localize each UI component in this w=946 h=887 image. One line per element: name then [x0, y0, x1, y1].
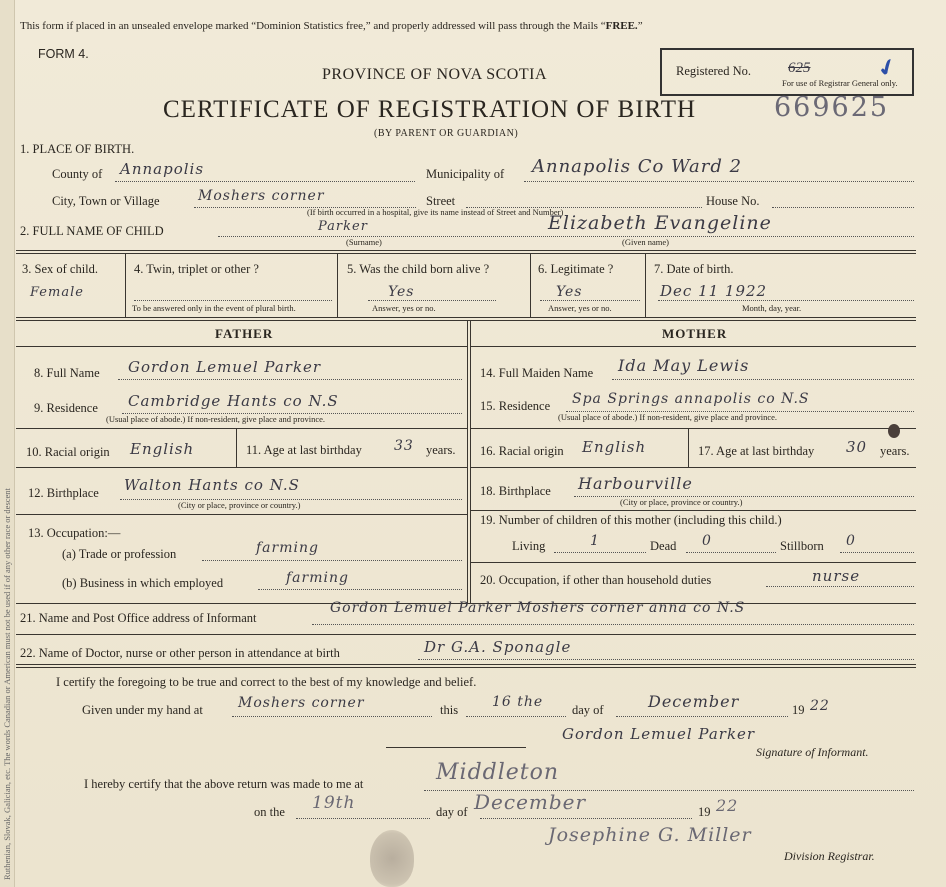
- child-name-line: [218, 236, 914, 237]
- child-name-label: 2. FULL NAME OF CHILD: [20, 224, 164, 238]
- doctor-label: 22. Name of Doctor, nurse or other person in attendance at birth: [20, 646, 340, 660]
- registrar-statement: I hereby certify that the above return was made to me at: [84, 777, 364, 791]
- mother-racial-value: English: [582, 438, 647, 456]
- page-title: CERTIFICATE OF REGISTRATION OF BIRTH: [163, 96, 697, 123]
- rule: [16, 664, 916, 665]
- signature-caption: Signature of Informant.: [756, 745, 869, 759]
- father-birthplace-label: 12. Birthplace: [28, 486, 99, 500]
- province-title: PROVINCE OF NOVA SCOTIA: [322, 66, 548, 83]
- date-line: [658, 300, 914, 301]
- trade-value: farming: [256, 540, 319, 556]
- divider: [337, 253, 338, 317]
- father-residence-label: 9. Residence: [34, 401, 98, 415]
- divider: [645, 253, 646, 317]
- child-given-name: Elizabeth Evangeline: [548, 212, 772, 234]
- date-value: Dec 11 1922: [660, 282, 768, 300]
- ink-blot: [370, 830, 414, 887]
- registrar-signature: Josephine G. Miller: [548, 824, 752, 846]
- rule: [470, 346, 916, 347]
- legit-note: Answer, yes or no.: [548, 303, 612, 313]
- registrar-day: 19th: [312, 793, 356, 813]
- mother-name-label: 14. Full Maiden Name: [480, 366, 594, 380]
- given-caption: (Given name): [622, 237, 669, 247]
- father-residence-value: Cambridge Hants co N.S: [128, 392, 339, 410]
- sex-label: 3. Sex of child.: [22, 262, 99, 276]
- mother-residence-value: Spa Springs annapolis co N.S: [572, 391, 810, 407]
- city-value: Moshers corner: [198, 188, 325, 204]
- registration-number: 669625: [774, 92, 890, 123]
- divider: [236, 428, 237, 467]
- doctor-line: [418, 659, 914, 660]
- alive-value: Yes: [388, 284, 415, 300]
- alive-label: 5. Was the child born alive ?: [347, 262, 490, 276]
- business-label: (b) Business in which employed: [62, 576, 224, 590]
- dead-line: [686, 552, 776, 553]
- father-years: years.: [426, 443, 456, 457]
- day-of-label: day of: [572, 703, 604, 717]
- father-name-value: Gordon Lemuel Parker: [128, 358, 322, 376]
- rule: [16, 320, 916, 321]
- informant-line: [312, 624, 914, 625]
- mother-birthplace-note: (City or place, province or country.): [620, 497, 743, 507]
- mother-birthplace-label: 18. Birthplace: [480, 484, 551, 498]
- trade-line: [202, 560, 462, 561]
- twin-label: 4. Twin, triplet or other ?: [134, 262, 259, 276]
- dead-value: 0: [702, 533, 712, 549]
- business-line: [258, 589, 462, 590]
- child-surname: Parker: [318, 219, 368, 234]
- father-racial-value: English: [130, 440, 195, 458]
- postal-note-end: ”: [637, 20, 643, 32]
- ink-spot: [888, 424, 900, 438]
- street-label: Street: [426, 194, 456, 208]
- stillborn-label: Stillborn: [780, 539, 824, 553]
- registrar-note: For use of Registrar General only.: [782, 78, 898, 88]
- informant-signature: Gordon Lemuel Parker: [562, 725, 756, 743]
- legit-value: Yes: [556, 284, 583, 300]
- trade-label: (a) Trade or profession: [62, 547, 177, 561]
- father-residence-note: (Usual place of abode.) If non-resident, give place and province.: [106, 414, 326, 424]
- mother-occupation-value: nurse: [812, 567, 861, 585]
- house-label: House No.: [706, 194, 760, 208]
- rule: [470, 467, 916, 468]
- mother-age-label: 17. Age at last birthday: [698, 444, 815, 458]
- rule: [16, 250, 916, 251]
- county-value: Annapolis: [120, 160, 205, 178]
- house-line: [772, 207, 914, 208]
- rule: [470, 510, 916, 511]
- father-name-line: [118, 379, 462, 380]
- month-value: December: [648, 692, 740, 711]
- rule: [470, 428, 916, 429]
- month-line: [616, 716, 788, 717]
- business-value: farming: [286, 570, 349, 586]
- registrar-day-of: day of: [436, 805, 468, 819]
- rule: [16, 667, 916, 668]
- certify-statement: I certify the foregoing to be true and correct to the best of my knowledge and belief.: [56, 675, 477, 689]
- father-age-value: 33: [394, 438, 414, 454]
- county-line: [115, 181, 415, 182]
- alive-note: Answer, yes or no.: [372, 303, 436, 313]
- father-age-label: 11. Age at last birthday: [246, 443, 362, 457]
- father-birthplace-value: Walton Hants co N.S: [124, 476, 300, 494]
- rule: [470, 562, 916, 563]
- side-note: Ruthenian, Slovak, Galician, etc. The words Canadian or American must not be used if of any other race or descent: [2, 488, 12, 880]
- mother-name-value: Ida May Lewis: [618, 356, 750, 375]
- living-value: 1: [590, 533, 600, 549]
- registrar-year-prefix: 19: [698, 805, 711, 819]
- place-of-birth-label: 1. PLACE OF BIRTH.: [20, 142, 135, 156]
- father-name-label: 8. Full Name: [34, 366, 100, 380]
- living-line: [554, 552, 646, 553]
- date-note: Month, day, year.: [742, 303, 802, 313]
- postal-note: [20, 20, 643, 32]
- divider: [470, 320, 471, 603]
- divider: [467, 320, 468, 603]
- form-number: FORM 4.: [38, 47, 89, 61]
- stillborn-value: 0: [846, 533, 856, 549]
- registrar-caption: Division Registrar.: [784, 849, 875, 863]
- mother-age-value: 30: [846, 438, 868, 456]
- occupation-label: 13. Occupation:—: [28, 526, 121, 540]
- date-label: 7. Date of birth.: [654, 262, 734, 276]
- on-the-label: on the: [254, 805, 285, 819]
- mother-residence-note: (Usual place of abode.) If non-resident, give place and province.: [558, 412, 778, 422]
- surname-caption: (Surname): [346, 237, 382, 247]
- hospital-note: (If birth occurred in a hospital, give its name instead of Street and Number): [307, 207, 564, 217]
- county-label: County of: [52, 167, 103, 181]
- legit-label: 6. Legitimate ?: [538, 262, 614, 276]
- day-line: [466, 716, 566, 717]
- postal-note-free: FREE.: [605, 20, 638, 32]
- municipality-line: [524, 181, 914, 182]
- mother-occupation-line: [766, 586, 914, 587]
- mother-birthplace-value: Harbourville: [578, 474, 693, 493]
- side-margin: [0, 0, 15, 887]
- municipality-label: Municipality of: [426, 167, 505, 181]
- registrar-day-line: [296, 818, 430, 819]
- registrar-year: 22: [716, 796, 739, 815]
- city-label: City, Town or Village: [52, 194, 160, 208]
- rule: [16, 514, 467, 515]
- given-line: [232, 716, 432, 717]
- rule: [16, 253, 916, 254]
- check-mark: ✔: [873, 52, 901, 83]
- registrar-place: Middleton: [436, 760, 560, 785]
- divider: [530, 253, 531, 317]
- father-heading: FATHER: [215, 326, 274, 341]
- children-label: 19. Number of children of this mother (including this child.): [480, 513, 782, 527]
- mother-heading: MOTHER: [662, 326, 728, 341]
- informant-label: 21. Name and Post Office address of Informant: [20, 611, 257, 625]
- registered-struck: 625: [788, 60, 811, 76]
- page-subtitle: (BY PARENT OR GUARDIAN): [374, 128, 519, 139]
- rule: [16, 346, 467, 347]
- rule: [16, 634, 916, 635]
- rule: [16, 317, 916, 318]
- mother-years: years.: [880, 444, 910, 458]
- rule: [16, 467, 467, 468]
- divider: [688, 428, 689, 467]
- rule: [386, 747, 526, 748]
- given-label: Given under my hand at: [82, 703, 203, 717]
- registered-box: [660, 48, 914, 96]
- year-value: 22: [810, 698, 830, 714]
- twin-note: To be answered only in the event of plural birth.: [132, 303, 296, 313]
- legit-line: [540, 300, 640, 301]
- twin-line: [134, 300, 332, 301]
- mother-name-line: [612, 379, 914, 380]
- dead-label: Dead: [650, 539, 677, 553]
- mother-racial-label: 16. Racial origin: [480, 444, 564, 458]
- sex-value: Female: [30, 285, 84, 300]
- registrar-month-line: [480, 818, 692, 819]
- living-label: Living: [512, 539, 546, 553]
- informant-value: Gordon Lemuel Parker Moshers corner anna co N.S: [330, 600, 746, 616]
- day-value: 16 the: [492, 694, 544, 710]
- rule: [16, 428, 467, 429]
- mother-occupation-label: 20. Occupation, if other than household duties: [480, 573, 712, 587]
- municipality-value: Annapolis Co Ward 2: [532, 156, 743, 177]
- divider: [125, 253, 126, 317]
- registrar-month: December: [474, 790, 587, 814]
- doctor-value: Dr G.A. Sponagle: [424, 638, 572, 656]
- father-birthplace-note: (City or place, province or country.): [178, 500, 301, 510]
- stillborn-line: [840, 552, 914, 553]
- alive-line: [368, 300, 496, 301]
- postal-note-text: This form if placed in an unsealed envelope marked “Dominion Statistics free,” and properly addressed will pass through the Mails “: [20, 20, 606, 32]
- this-label: this: [440, 703, 459, 717]
- year-prefix: 19: [792, 703, 805, 717]
- father-racial-label: 10. Racial origin: [26, 445, 110, 459]
- mother-residence-label: 15. Residence: [480, 399, 551, 413]
- given-place: Moshers corner: [238, 695, 365, 711]
- registered-label: Registered No.: [676, 64, 751, 78]
